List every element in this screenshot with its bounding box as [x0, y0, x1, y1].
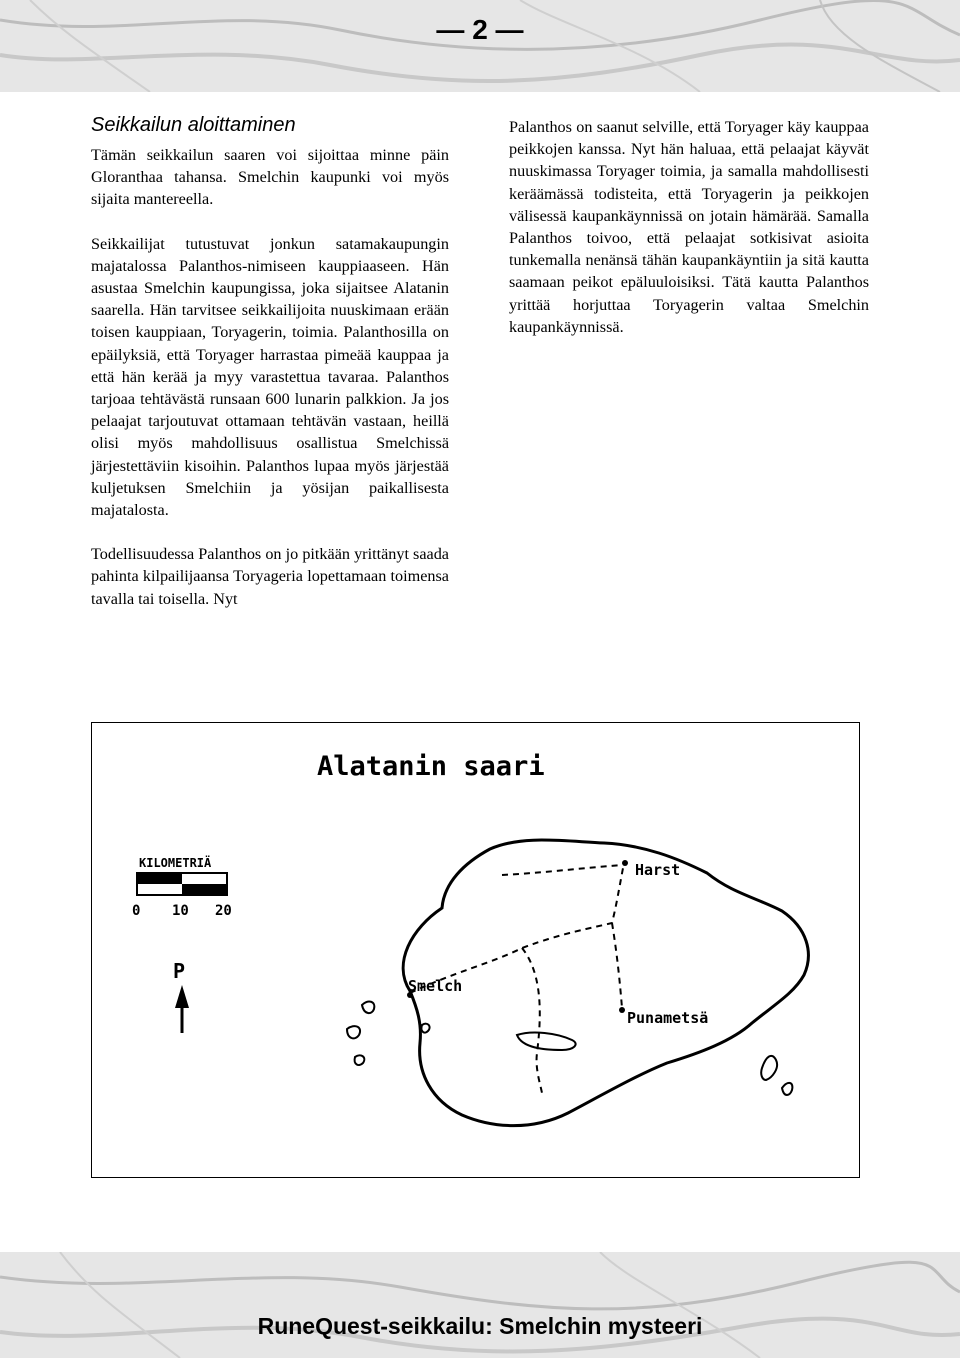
page-number: — 2 —: [436, 14, 524, 45]
scale-tick: 20: [215, 903, 232, 919]
paragraph: Todellisuudessa Palanthos on jo pitkään yrittänyt saada pahinta kilpailijaansa Toryageria lopettamaan toimensa tavalla tai toisella. Nyt: [91, 545, 449, 608]
island-outline: [403, 840, 808, 1126]
footer-title: RuneQuest-seikkailu: Smelchin mysteeri: [257, 1313, 703, 1339]
left-column: [91, 144, 449, 632]
map-title: Alatanin saari: [317, 751, 545, 782]
north-label: P: [173, 959, 186, 983]
section-heading: Seikkailun aloittaminen: [91, 114, 296, 136]
paragraph: Palanthos on saanut selville, että Toryager käy kauppaa peikkojen kanssa. Nyt hän haluaa, että pelaajat käyvät nuuskimassa Toryager toimia, ja samalla mahdollisesti keräämässä todisteita, että Toryagerin ja peikkojen välisessä kaupankäynnissä on jotain hämärää. Samalla Palanthos toivoo, että pelaajat sotkisivat asioita tunkemalla nenänsä tähän kaupankäyntiin ja sitä kautta saamaan peikot epäluuloisiksi. Tätä kautta Palanthos yrittää horjuttaa Toryagerin valtaa Smelchin kaupankäynnissä.: [509, 118, 869, 336]
island-map: [91, 722, 860, 1178]
place-label-smelch: Smelch: [408, 977, 463, 995]
paragraph: Seikkailijat tutustuvat jonkun satamakaupungin majatalossa Palanthos-nimiseen kauppiaaseen. Hän asustaa Smelchin kaupungissa, joka sijaitsee Alatanin saarella. Hän tarvitsee seikkailijoita nuuskimaan erään toisen kauppiaan, Toryagerin, toimia. Palanthosilla on epäilyksiä, että Toryager harrastaa pimeää kauppaa ja että hän kerää ja myy varastettua tavaraa. Palanthos tarjoaa tehtävästä runsaan 600 lunarin palkkion. Ja jos pelaajat tarjoutuvat ottamaan tehtävän vastaan, heillä olisi myös mahdollisuus osallistua Smelchissä järjestettäviin kisoihin. Palanthos lupaa myös järjestää kuljetuksen Smelchiin ja yösijan paikallisesta majatalosta.: [91, 234, 449, 520]
scale-label: KILOMETRIÄ: [139, 856, 212, 870]
scale-tick: 0: [132, 903, 141, 919]
paragraph: Tämän seikkailun saaren voi sijoittaa minne päin Gloranthaa tahansa. Smelchin kaupunki voi myös sijaita mantereella.: [91, 146, 449, 209]
map-drawing: [92, 723, 861, 1179]
marble-footer-band: [0, 1252, 960, 1358]
scale-tick: 10: [172, 903, 189, 919]
place-label-punametsa: Punametsä: [627, 1009, 709, 1027]
right-column: [509, 116, 869, 360]
place-label-harst: Harst: [635, 861, 681, 879]
